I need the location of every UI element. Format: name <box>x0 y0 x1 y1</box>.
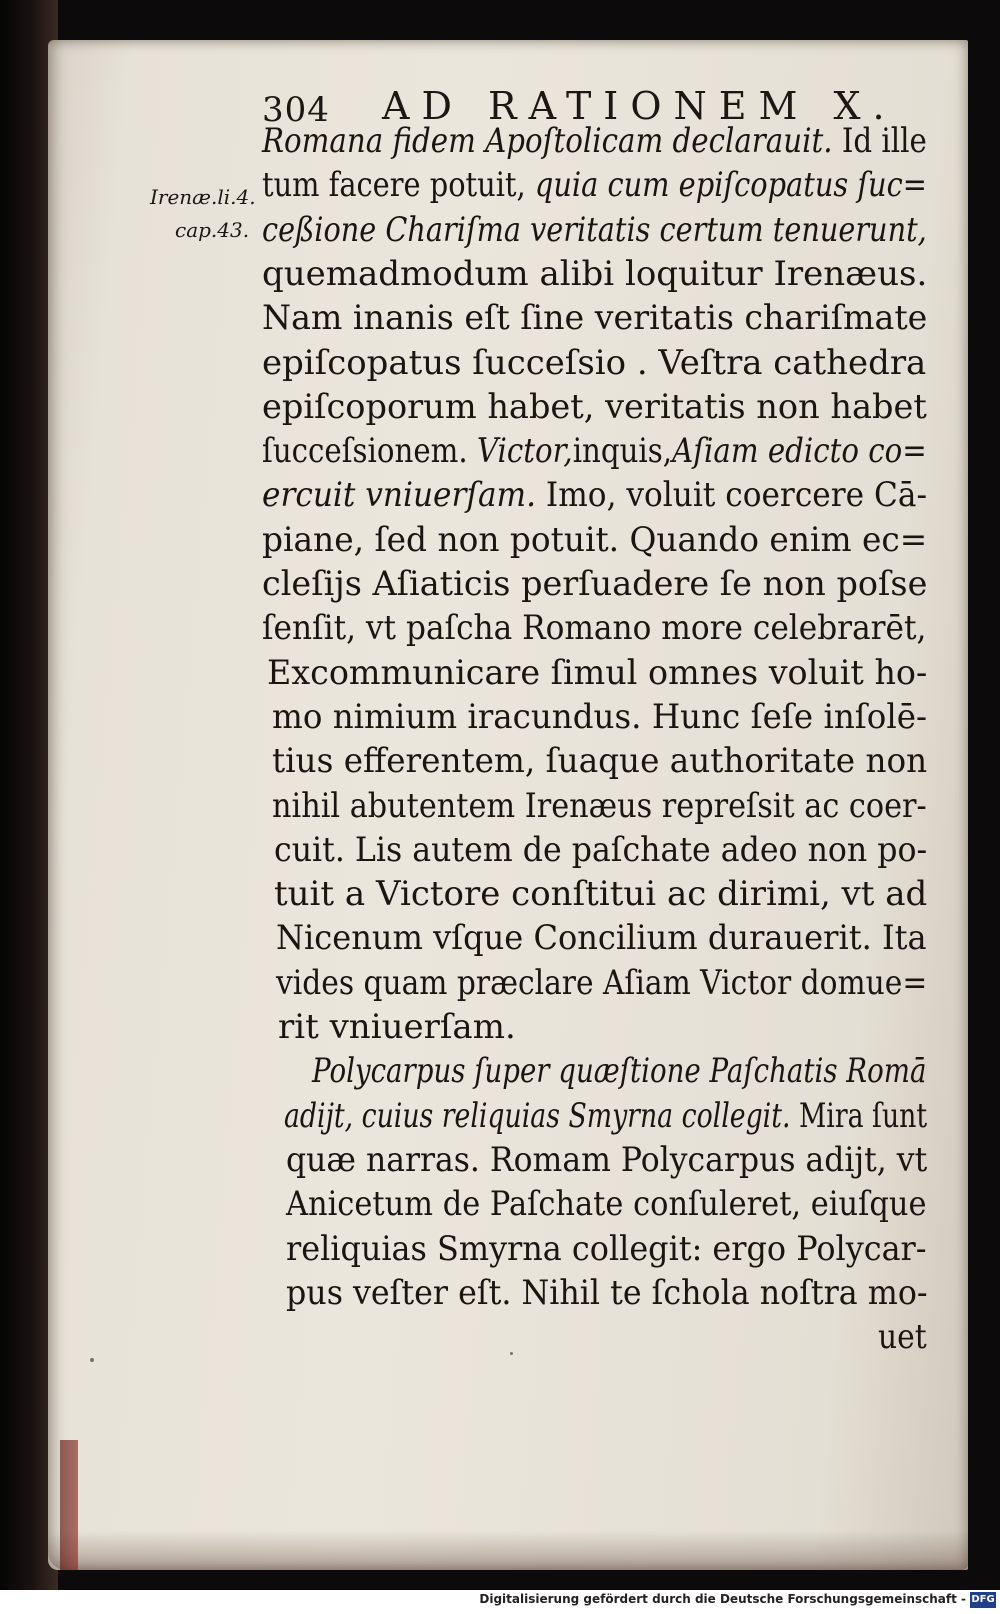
footer-credit: Digitalisierung gefördert durch die Deutsche Forschungsgemeinschaft - <box>479 1592 966 1606</box>
text-line <box>276 962 927 1004</box>
text-line <box>262 164 927 206</box>
roman-segment: tuit a Victore conſtitui ac dirimi, vt ad <box>274 874 928 915</box>
italic-segment: ercuit vniuerſam. <box>262 475 537 516</box>
roman-segment: pus veſter eſt. Nihil te ſchola noſtra mo- <box>286 1272 928 1313</box>
roman-segment: uet <box>878 1317 927 1358</box>
roman-segment: tius efferentem, ſuaque authoritate non <box>272 741 928 782</box>
text-line <box>278 1006 516 1048</box>
text-line <box>262 209 927 251</box>
roman-segment: Imo, voluit coercere Cā- <box>536 475 927 516</box>
roman-segment: quemadmodum alibi loquitur Irenæus. <box>262 253 928 294</box>
text-line <box>262 253 927 295</box>
roman-segment: rit vniuerſam. <box>278 1007 516 1047</box>
italic-segment: adijt, cuius reliquias Smyrna collegit. <box>284 1095 791 1136</box>
text-line <box>262 297 927 339</box>
italic-segment: quia cum epiſcopatus ſuc= <box>534 165 927 206</box>
roman-segment: ſucceſsionem. <box>262 431 477 472</box>
text-line <box>262 386 927 428</box>
roman-segment: piane, ſed non potuit. Quando enim ec= <box>262 519 928 560</box>
roman-segment: ſenſit, vt paſcha Romano more celebrarēt, <box>262 608 927 649</box>
text-line <box>276 917 927 959</box>
italic-segment: Polycarpus ſuper quæſtione Paſchatis Romā <box>312 1051 927 1092</box>
text-line <box>274 829 927 871</box>
roman-segment: epiſcoporum habet, veritatis non habet <box>262 386 927 427</box>
text-line <box>262 342 926 384</box>
text-line <box>262 607 926 649</box>
footer-bar <box>0 1590 1000 1614</box>
paper-speck <box>510 1352 513 1355</box>
roman-segment: Nam inanis eſt ſine veritatis chariſmate <box>262 298 928 339</box>
text-line <box>262 430 927 472</box>
red-page-edge <box>60 1440 78 1570</box>
page-number: 304 <box>262 90 330 130</box>
text-line <box>272 740 927 782</box>
text-line <box>274 873 927 915</box>
text-line <box>262 120 927 162</box>
italic-segment: Victor, <box>476 431 573 472</box>
text-line <box>312 1050 926 1092</box>
text-line <box>262 519 927 561</box>
roman-segment: inquis, <box>572 431 673 472</box>
roman-segment: Excommunicare ſimul omnes voluit ho- <box>267 652 928 693</box>
margin-reference-2: cap.43. <box>175 218 250 242</box>
roman-segment: cuit. Lis autem de paſchate adeo non po- <box>274 829 928 870</box>
italic-segment: Aſiam edicto co= <box>672 431 927 472</box>
text-line <box>267 652 927 694</box>
margin-reference-1: Irenæ.li.4. <box>150 185 256 209</box>
roman-segment: cleſijs Aſiaticis perſuadere ſe non poſse <box>262 564 928 604</box>
roman-segment: Mira ſunt <box>790 1095 928 1136</box>
roman-segment: vides quam præclare Aſiam Victor domue= <box>276 962 928 1003</box>
italic-segment: ceßione Chariſma veritatis certum tenuerunt, <box>262 209 927 250</box>
roman-segment: nihil abutentem Irenæus repreſsit ac coer- <box>272 785 927 826</box>
text-line <box>262 563 927 605</box>
paper-speck <box>90 1358 94 1362</box>
roman-segment: epiſcopatus ſucceſsio . Veſtra cathedra <box>262 342 927 383</box>
roman-segment: mo nimium iracundus. Hunc ſeſe inſolē- <box>272 696 927 737</box>
dfg-logo: DFG <box>970 1592 996 1608</box>
page-bottom-curl <box>48 1530 968 1570</box>
roman-segment: Nicenum vſque Concilium durauerit. Ita <box>276 918 927 959</box>
running-title: AD RATIONEM X. <box>382 84 897 128</box>
italic-segment: Romana fidem Apoſtolicam declarauit. <box>262 121 833 161</box>
text-line <box>286 1139 927 1181</box>
text-line <box>272 785 927 827</box>
text-line <box>284 1095 927 1137</box>
roman-segment: Anicetum de Paſchate conſuleret, eiuſque <box>286 1184 927 1225</box>
text-line <box>262 474 927 516</box>
text-line <box>878 1316 927 1358</box>
roman-segment: reliquias Smyrna collegit: ergo Polycar- <box>286 1228 927 1269</box>
roman-segment: quæ narras. Romam Polycarpus adijt, vt <box>286 1139 928 1180</box>
text-line <box>286 1272 928 1314</box>
text-line <box>286 1183 926 1225</box>
text-line <box>286 1228 927 1270</box>
roman-segment: tum facere potuit, <box>262 165 535 206</box>
roman-segment: Id ille <box>832 121 927 161</box>
text-line <box>272 696 927 738</box>
